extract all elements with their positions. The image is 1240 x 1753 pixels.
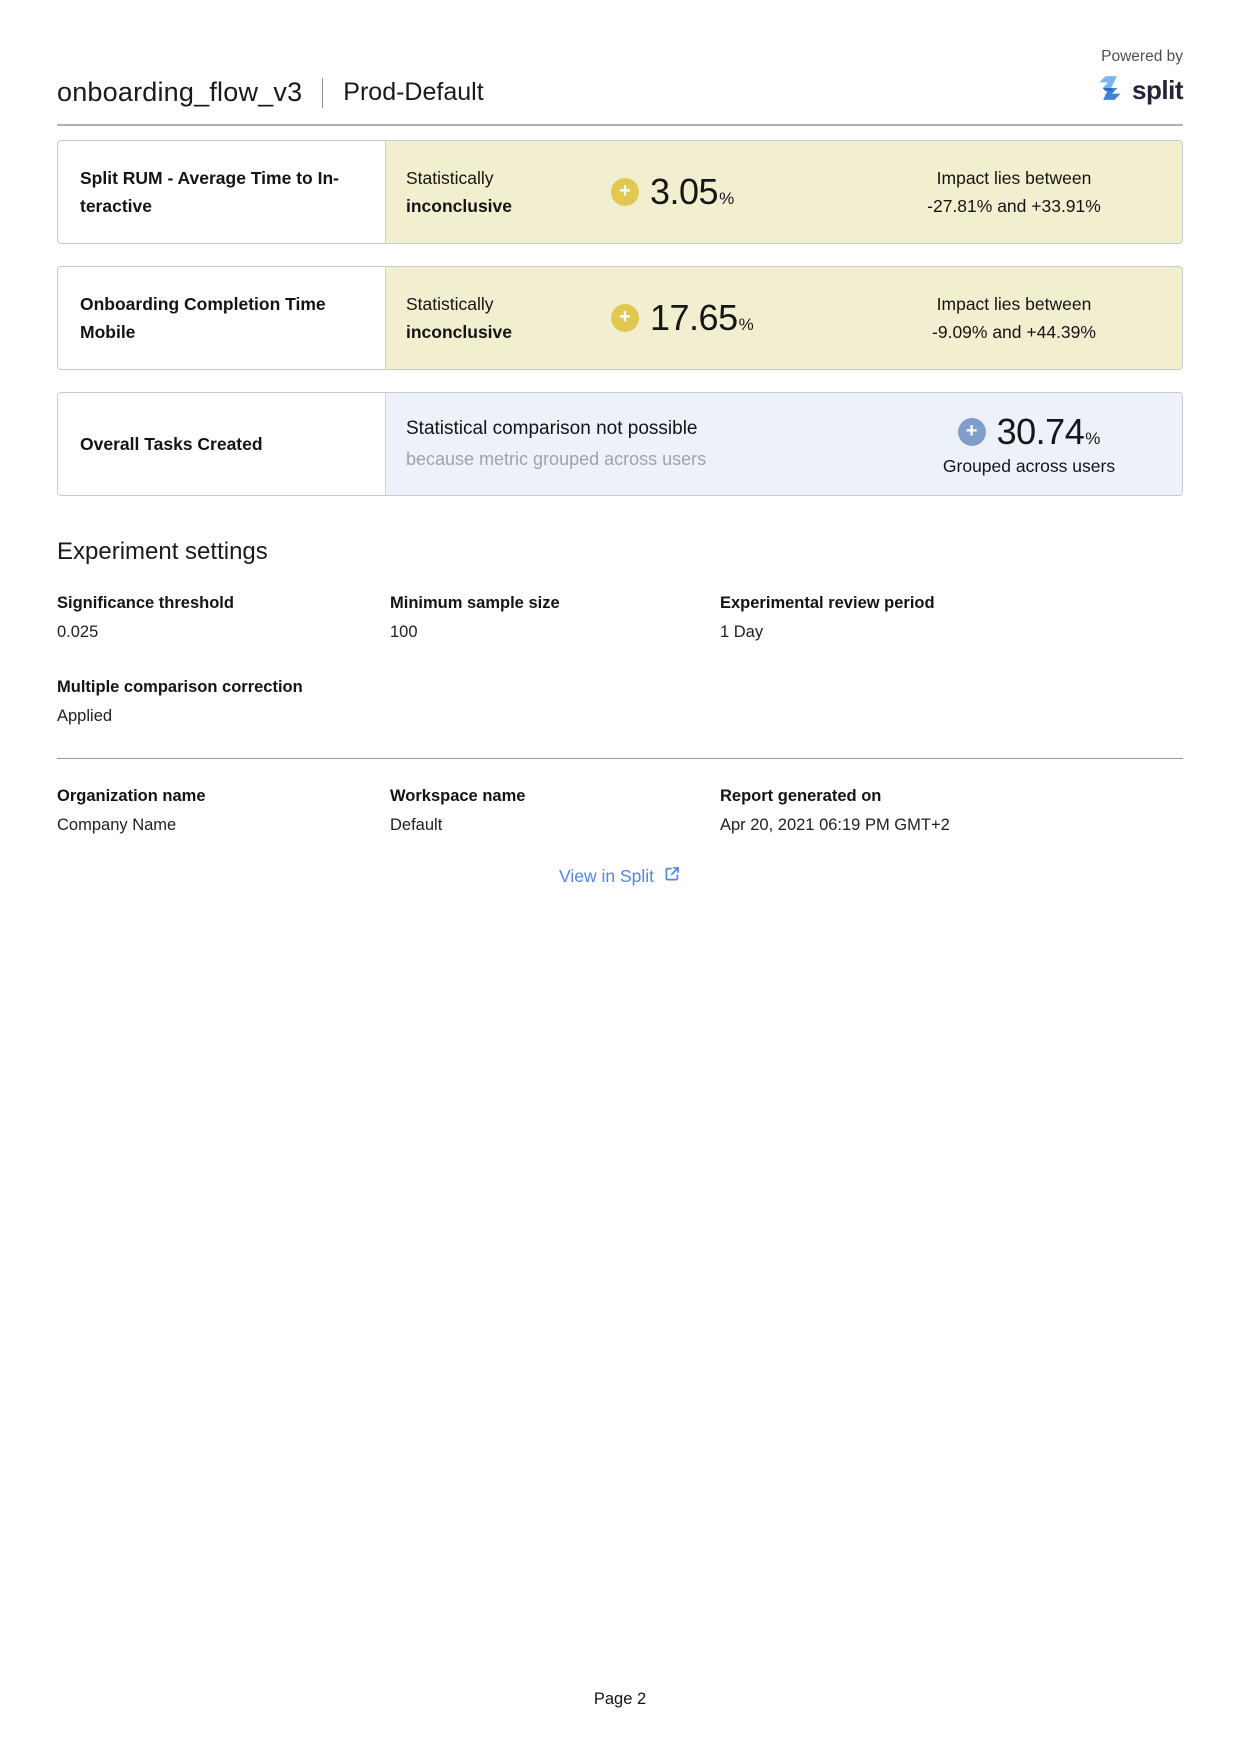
plus-icon: + [611, 304, 639, 332]
info-value: Company Name [57, 816, 177, 834]
setting-multiple-comparison-correction [57, 678, 390, 726]
split-logo-text: split [1132, 75, 1183, 105]
status-line-bold: inconclusive [406, 196, 513, 216]
split-logo-icon [1095, 73, 1125, 108]
report-header [57, 0, 1183, 126]
split-logo [1095, 73, 1183, 108]
info-value: Apr 20, 2021 06:19 PM GMT+2 [720, 816, 950, 834]
brand-block [1095, 48, 1183, 108]
experiment-settings-title: Experiment settings [57, 538, 268, 565]
report-info-grid [57, 787, 1183, 835]
info-label: Report generated on [720, 787, 882, 805]
metric-status [386, 290, 611, 346]
metric-value-number: 17.65 [650, 297, 738, 338]
metric-status [386, 415, 902, 473]
setting-label: Experimental review period [720, 594, 935, 612]
setting-value: 100 [390, 623, 418, 641]
impact-line2: -9.09% and +44.39% [932, 322, 1096, 342]
status-line1: Statistical comparison not possible [406, 418, 698, 440]
metric-value-block [902, 411, 1182, 477]
impact-line1: Impact lies between [936, 168, 1092, 188]
status-line-normal: Statistically [406, 294, 494, 314]
impact-line2: -27.81% and +33.91% [927, 196, 1101, 216]
metric-result [386, 141, 1182, 243]
plus-icon: + [958, 418, 986, 446]
page-number: Page 2 [593, 1690, 647, 1708]
info-label: Organization name [57, 787, 206, 805]
metric-value [997, 411, 1101, 453]
status-line-normal: Statistically [406, 168, 494, 188]
metric-name: Overall Tasks Created [58, 393, 386, 495]
info-organization-name [57, 787, 390, 835]
metric-value-percent: % [1085, 429, 1101, 448]
setting-label: Minimum sample size [390, 594, 560, 612]
metric-value-number: 3.05 [650, 171, 719, 212]
metric-value-row [902, 411, 1156, 453]
experiment-settings-grid [57, 594, 1183, 726]
experiment-name: onboarding_flow_v3 [57, 77, 303, 107]
metric-value-number: 30.74 [996, 411, 1085, 452]
metric-status [386, 164, 611, 220]
metric-card-split-rum [57, 140, 1183, 244]
impact-line1: Impact lies between [936, 294, 1092, 314]
metric-card-onboarding-completion [57, 266, 1183, 370]
setting-label: Significance threshold [57, 594, 234, 612]
setting-experimental-review-period [720, 594, 1183, 642]
impact-range [846, 164, 1182, 220]
metric-name: Split RUM - Average Time to Interactive [58, 141, 386, 243]
metric-value-percent: % [719, 189, 735, 208]
metric-value [650, 171, 734, 213]
info-report-generated-on [720, 787, 1183, 835]
setting-value: 0.025 [57, 623, 99, 641]
info-value: Default [390, 816, 443, 834]
title-row [57, 77, 484, 108]
setting-value: Applied [57, 707, 113, 725]
setting-minimum-sample-size [390, 594, 720, 642]
setting-label: Multiple comparison correction [57, 678, 303, 696]
external-link-icon [663, 865, 681, 888]
environment-name: Prod-Default [343, 78, 484, 106]
plus-icon: + [611, 178, 639, 206]
powered-by-label: Powered by [1101, 48, 1183, 65]
metric-name: Onboarding Completion Time Mobile [58, 267, 386, 369]
metric-card-overall-tasks [57, 392, 1183, 496]
metric-value [650, 297, 754, 339]
metric-cards [57, 140, 1183, 496]
metric-value-block [611, 297, 846, 339]
metric-value-caption: Grouped across users [942, 456, 1116, 476]
status-line2: because metric grouped across users [406, 448, 707, 469]
metric-value-block [611, 171, 846, 213]
view-in-split-label: View in Split [558, 866, 654, 886]
setting-significance-threshold [57, 594, 390, 642]
impact-range [846, 290, 1182, 346]
info-workspace-name [390, 787, 720, 835]
info-label: Workspace name [390, 787, 526, 805]
setting-value: 1 Day [720, 623, 764, 641]
view-in-split-link[interactable] [559, 865, 681, 888]
link-row [57, 865, 1183, 888]
title-separator [322, 78, 323, 108]
metric-result [386, 393, 1182, 495]
metric-result [386, 267, 1182, 369]
status-line-bold: inconclusive [406, 322, 513, 342]
metric-value-percent: % [738, 315, 754, 334]
section-divider [57, 758, 1183, 759]
